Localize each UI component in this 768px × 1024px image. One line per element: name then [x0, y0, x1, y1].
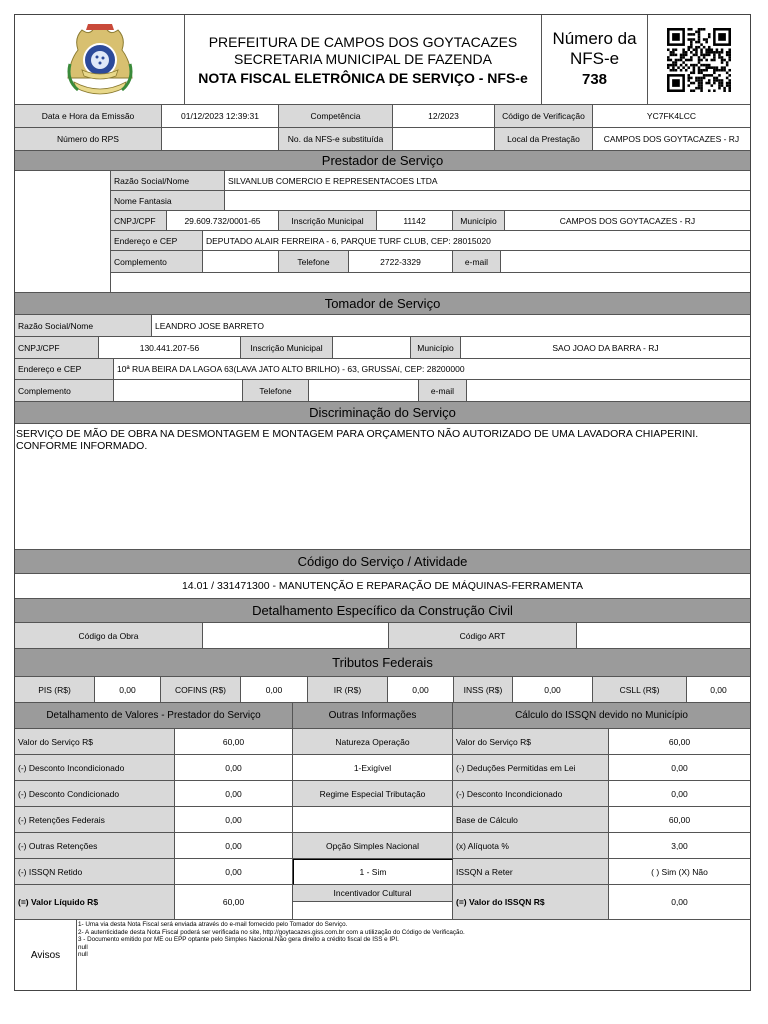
avisos-text — [78, 921, 748, 987]
substituida-label: No. da NFS-e substituída — [279, 128, 393, 151]
construcao-section-title: Detalhamento Específico da Construção Civil — [15, 599, 750, 623]
avisos-label: Avisos — [15, 920, 77, 990]
prestador-email-label: e-mail — [453, 251, 501, 273]
valores-row-label: Valor do Serviço R$ — [15, 729, 175, 755]
prestador-endereco-value: DEPUTADO ALAIR FERREIRA - 6, PARQUE TURF CLUB, CEP: 28015020 — [203, 231, 750, 251]
art-label: Código ART — [389, 623, 577, 649]
rps-value — [162, 128, 279, 151]
tomador-endereco-value: 10ª RUA BEIRA DA LAGOA 63(LAVA JATO ALTO BRILHO) - 63, GRUSSAí, CEP: 28200000 — [114, 359, 750, 380]
aviso-line: 2- A autenticidade desta Nota Fiscal poderá ser verificada no site, http://goytacazes.giss.com.br com a utilização do Código de Verificação. — [78, 928, 465, 936]
ir-label: IR (R$) — [308, 677, 388, 703]
regime-value — [293, 807, 453, 833]
prestador-im-value: 11142 — [377, 211, 453, 231]
valores-row-value: 0,00 — [175, 807, 293, 833]
valor-liquido-value: 60,00 — [175, 885, 293, 920]
tributos-section-title: Tributos Federais — [15, 649, 750, 677]
issqn-row-label: Base de Cálculo — [453, 807, 609, 833]
prestador-cnpj-value: 29.609.732/0001-65 — [167, 211, 279, 231]
rps-label: Número do RPS — [15, 128, 162, 151]
prestador-telefone-value: 2722-3329 — [349, 251, 453, 273]
obra-value — [203, 623, 389, 649]
issqn-row-label: Valor do Serviço R$ — [453, 729, 609, 755]
tomador-email-value — [467, 380, 750, 402]
csll-label: CSLL (R$) — [593, 677, 687, 703]
aviso-line: 3 - Documento emitido por ME ou EPP optante pelo Simples Nacional.Não gera direito a crédito fiscal de ISS e IPI. — [78, 936, 399, 944]
outras-title: Outras Informações — [293, 703, 453, 729]
aviso-line: null — [78, 943, 88, 951]
issqn-row-label: (x) Alíquota % — [453, 833, 609, 859]
substituida-value — [393, 128, 495, 151]
valor-liquido-label: (=) Valor Líquido R$ — [15, 885, 175, 920]
pis-value: 0,00 — [95, 677, 161, 703]
pis-label: PIS (R$) — [15, 677, 95, 703]
local-value: CAMPOS DOS GOYTACAZES - RJ — [593, 128, 750, 151]
tomador-telefone-value — [309, 380, 419, 402]
prestador-endereco-label: Endereço e CEP — [111, 231, 203, 251]
prestador-section-title: Prestador de Serviço — [15, 151, 750, 171]
tomador-email-label: e-mail — [419, 380, 467, 402]
prestador-razao-value: SILVANLUB COMERCIO E REPRESENTACOES LTDA — [225, 171, 750, 191]
nfse-number-label-1: Número da — [552, 29, 637, 48]
prestador-email-value — [501, 251, 750, 273]
prestador-complemento-value — [203, 251, 279, 273]
incentivador-value — [293, 902, 453, 920]
prestador-complemento-label: Complemento — [111, 251, 203, 273]
prestador-municipio-label: Município — [453, 211, 505, 231]
tomador-razao-value: LEANDRO JOSE BARRETO — [152, 315, 750, 337]
natureza-label: Natureza Operação — [293, 729, 453, 755]
inss-value: 0,00 — [513, 677, 593, 703]
nfse-document — [14, 14, 751, 991]
nfse-number-label-2: NFS-e — [569, 49, 620, 68]
nfse-number-block — [542, 15, 648, 105]
local-label: Local da Prestação — [495, 128, 593, 151]
prestador-cnpj-label: CNPJ/CPF — [111, 211, 167, 231]
issqn-row-label: ISSQN a Reter — [453, 859, 609, 885]
valores-row-value: 0,00 — [175, 859, 293, 885]
verificacao-value: YC7FK4LCC — [593, 105, 750, 128]
prestador-spacer — [111, 273, 750, 293]
valores-row-label: (-) ISSQN Retido — [15, 859, 175, 885]
prestador-fantasia-label: Nome Fantasia — [111, 191, 225, 211]
valores-title: Detalhamento de Valores - Prestador do Serviço — [15, 703, 293, 729]
inss-label: INSS (R$) — [454, 677, 513, 703]
valores-row-label: (-) Desconto Incondicionado — [15, 755, 175, 781]
tomador-section-title: Tomador de Serviço — [15, 293, 750, 315]
header — [15, 15, 750, 105]
tomador-complemento-value — [114, 380, 243, 402]
simples-value: 1 - Sim — [293, 859, 453, 885]
verificacao-label: Código de Verificação — [495, 105, 593, 128]
tomador-razao-label: Razão Social/Nome — [15, 315, 152, 337]
header-title-block — [185, 15, 542, 105]
prestador-telefone-label: Telefone — [279, 251, 349, 273]
valores-row-value: 60,00 — [175, 729, 293, 755]
prestador-municipio-value: CAMPOS DOS GOYTACAZES - RJ — [505, 211, 750, 231]
valor-issqn-value: 0,00 — [609, 885, 750, 920]
header-line-3: NOTA FISCAL ELETRÔNICA DE SERVIÇO - NFS-e — [198, 69, 528, 86]
prestador-fantasia-value — [225, 191, 750, 211]
servico-section-title: Código do Serviço / Atividade — [15, 550, 750, 574]
competencia-value: 12/2023 — [393, 105, 495, 128]
tomador-cnpj-label: CNPJ/CPF — [15, 337, 99, 359]
prestador-logo-area — [15, 171, 111, 293]
valores-row-value: 0,00 — [175, 833, 293, 859]
qr-code — [648, 15, 750, 105]
coat-of-arms-logo — [15, 15, 185, 105]
coat-of-arms-icon — [60, 20, 140, 100]
discriminacao-text: SERVIÇO DE MÃO DE OBRA NA DESMONTAGEM E MONTAGEM PARA ORÇAMENTO NÃO AUTORIZADO DE UMA LAVADORA CHIAPERINI. CONFORME INFORMADO. — [15, 424, 750, 550]
issqn-row-label: (-) Deduções Permitidas em Lei — [453, 755, 609, 781]
nfse-number: 738 — [581, 71, 608, 88]
issqn-row-value: 60,00 — [609, 729, 750, 755]
header-line-1: PREFEITURA DE CAMPOS DOS GOYTACAZES — [208, 33, 518, 50]
tomador-cnpj-value: 130.441.207-56 — [99, 337, 241, 359]
tomador-im-label: Inscrição Municipal — [241, 337, 333, 359]
issqn-title: Cálculo do ISSQN devido no Município — [453, 703, 750, 729]
qr-code-icon — [667, 28, 731, 92]
header-line-2: SECRETARIA MUNICIPAL DE FAZENDA — [233, 50, 492, 67]
tomador-telefone-label: Telefone — [243, 380, 309, 402]
tomador-endereco-label: Endereço e CEP — [15, 359, 114, 380]
simples-label: Opção Simples Nacional — [293, 833, 453, 859]
issqn-row-value: 0,00 — [609, 755, 750, 781]
aviso-line: null — [78, 951, 88, 959]
incentivador-label: Incentivador Cultural — [293, 885, 453, 902]
issqn-row-value: 60,00 — [609, 807, 750, 833]
issqn-row-value: 0,00 — [609, 781, 750, 807]
valor-issqn-label: (=) Valor do ISSQN R$ — [453, 885, 609, 920]
valores-row-label: (-) Desconto Condicionado — [15, 781, 175, 807]
issqn-row-value: 3,00 — [609, 833, 750, 859]
emissao-value: 01/12/2023 12:39:31 — [162, 105, 279, 128]
servico-text: 14.01 / 331471300 - MANUTENÇÃO E REPARAÇÃO DE MÁQUINAS-FERRAMENTA — [15, 574, 750, 599]
discriminacao-section-title: Discriminação do Serviço — [15, 402, 750, 424]
valores-row-value: 0,00 — [175, 755, 293, 781]
tomador-municipio-label: Município — [411, 337, 461, 359]
obra-label: Código da Obra — [15, 623, 203, 649]
valores-row-value: 0,00 — [175, 781, 293, 807]
valores-row-label: (-) Outras Retenções — [15, 833, 175, 859]
csll-value: 0,00 — [687, 677, 750, 703]
ir-value: 0,00 — [388, 677, 454, 703]
tomador-im-value — [333, 337, 411, 359]
competencia-label: Competência — [279, 105, 393, 128]
tomador-municipio-value: SAO JOAO DA BARRA - RJ — [461, 337, 750, 359]
tomador-complemento-label: Complemento — [15, 380, 114, 402]
prestador-im-label: Inscrição Municipal — [279, 211, 377, 231]
regime-label: Regime Especial Tributação — [293, 781, 453, 807]
valores-row-label: (-) Retenções Federais — [15, 807, 175, 833]
natureza-value: 1-Exigível — [293, 755, 453, 781]
art-value — [577, 623, 750, 649]
issqn-row-label: (-) Desconto Incondicionado — [453, 781, 609, 807]
issqn-row-value: ( ) Sim (X) Não — [609, 859, 750, 885]
prestador-razao-label: Razão Social/Nome — [111, 171, 225, 191]
emissao-label: Data e Hora da Emissão — [15, 105, 162, 128]
cofins-label: COFINS (R$) — [161, 677, 241, 703]
aviso-line: 1- Uma via desta Nota Fiscal será enviada através do e-mail fornecido pelo Tomador do Serviço. — [78, 921, 348, 928]
cofins-value: 0,00 — [241, 677, 308, 703]
